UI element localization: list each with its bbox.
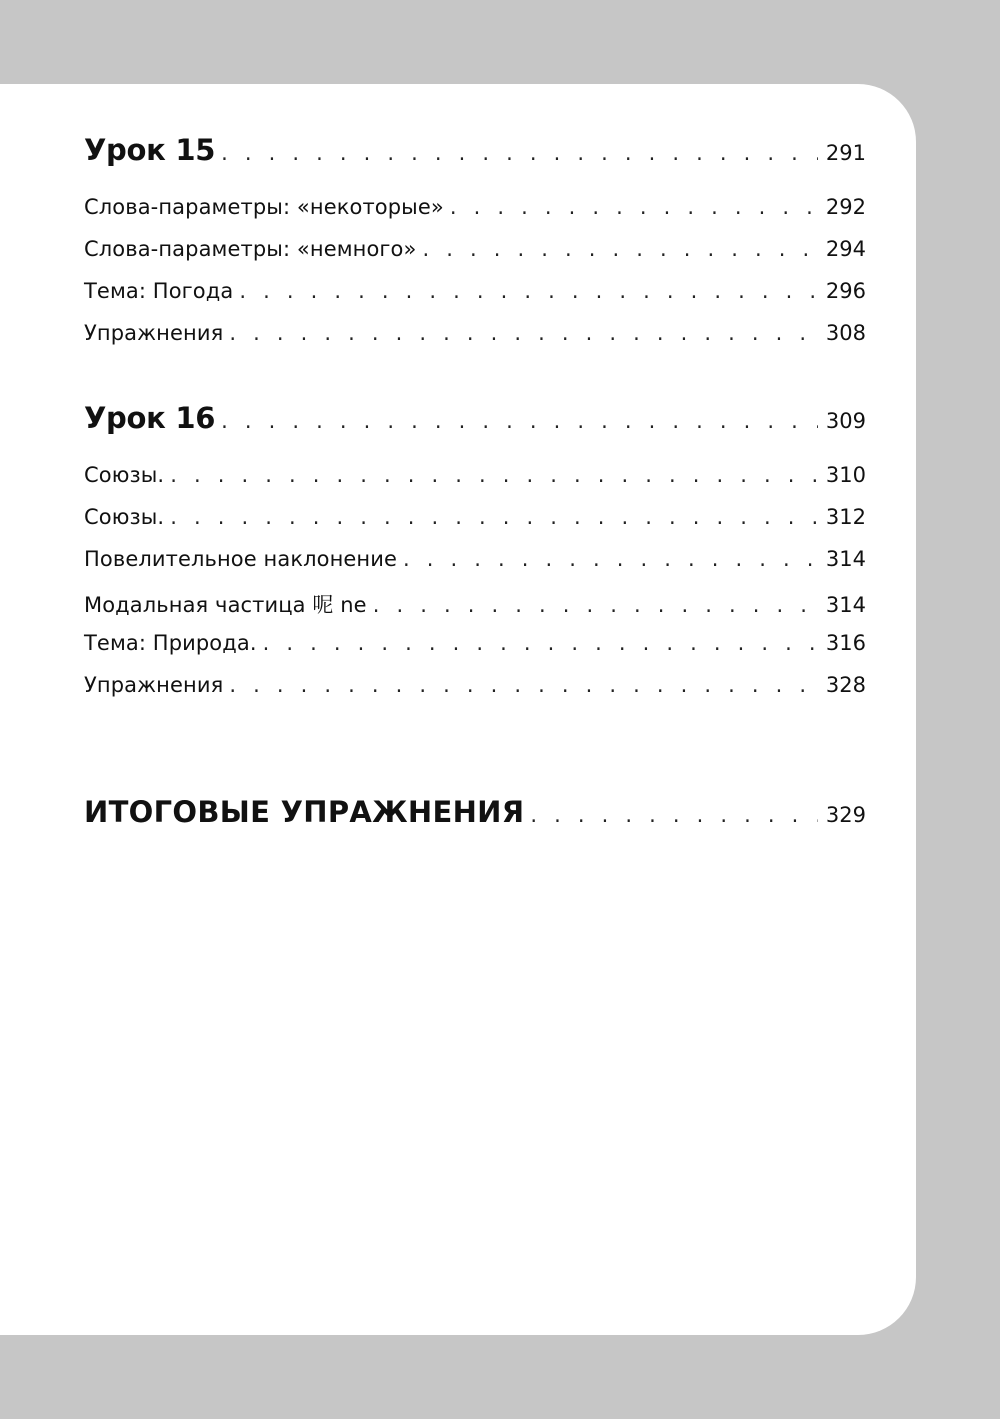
toc-entry[interactable] (84, 463, 866, 487)
page-number: 309 (825, 409, 866, 433)
entry-title: Упражнения (84, 673, 224, 697)
toc-entry[interactable] (84, 547, 866, 571)
toc-lesson-15[interactable] (84, 133, 866, 167)
book-page (0, 84, 916, 1335)
entry-title: Повелительное наклонение (84, 547, 398, 571)
entry-title: Слова-параметры: «некоторые» (84, 195, 444, 219)
page-number: 314 (825, 593, 866, 617)
toc-final-exercises[interactable] (84, 795, 866, 829)
page-number: 328 (825, 673, 866, 697)
toc-entry[interactable] (84, 321, 866, 345)
dot-leader (450, 195, 818, 219)
entry-title: Союзы. (84, 505, 165, 529)
dot-leader (239, 279, 818, 303)
entry-title: Модальная частица 呢 ne (84, 593, 367, 617)
entry-title: Тема: Природа. (84, 631, 257, 655)
toc-entry[interactable] (84, 505, 866, 529)
dot-leader (221, 141, 818, 165)
page-number: 312 (825, 505, 866, 529)
lesson-title: Урок 16 (84, 401, 216, 435)
dot-leader (221, 409, 818, 433)
page-number: 310 (825, 463, 866, 487)
entry-title: Слова-параметры: «немного» (84, 237, 417, 261)
dot-leader (530, 803, 818, 827)
toc-entry[interactable] (84, 589, 866, 619)
page-number: 308 (825, 321, 866, 345)
page-number: 292 (825, 195, 866, 219)
toc-lesson-16[interactable] (84, 401, 866, 435)
page-number: 291 (825, 141, 866, 165)
toc-entry[interactable] (84, 631, 866, 655)
dot-leader (229, 321, 818, 345)
page-number: 294 (825, 237, 866, 261)
dot-leader (263, 631, 818, 655)
page-number: 296 (825, 279, 866, 303)
final-title: ИТОГОВЫЕ УПРАЖНЕНИЯ (84, 795, 525, 829)
entry-title: Тема: Погода (84, 279, 234, 303)
lesson-title: Урок 15 (84, 133, 216, 167)
toc-entry[interactable] (84, 279, 866, 303)
toc-entry[interactable] (84, 673, 866, 697)
entry-title: Союзы. (84, 463, 165, 487)
dot-leader (229, 673, 818, 697)
dot-leader (373, 593, 818, 617)
toc-entry[interactable] (84, 237, 866, 261)
entry-title: Упражнения (84, 321, 224, 345)
dot-leader (170, 505, 818, 529)
dot-leader (403, 547, 818, 571)
page-number: 316 (825, 631, 866, 655)
dot-leader (422, 237, 817, 261)
page-number: 329 (825, 803, 866, 827)
toc-entry[interactable] (84, 195, 866, 219)
dot-leader (170, 463, 818, 487)
page-number: 314 (825, 547, 866, 571)
